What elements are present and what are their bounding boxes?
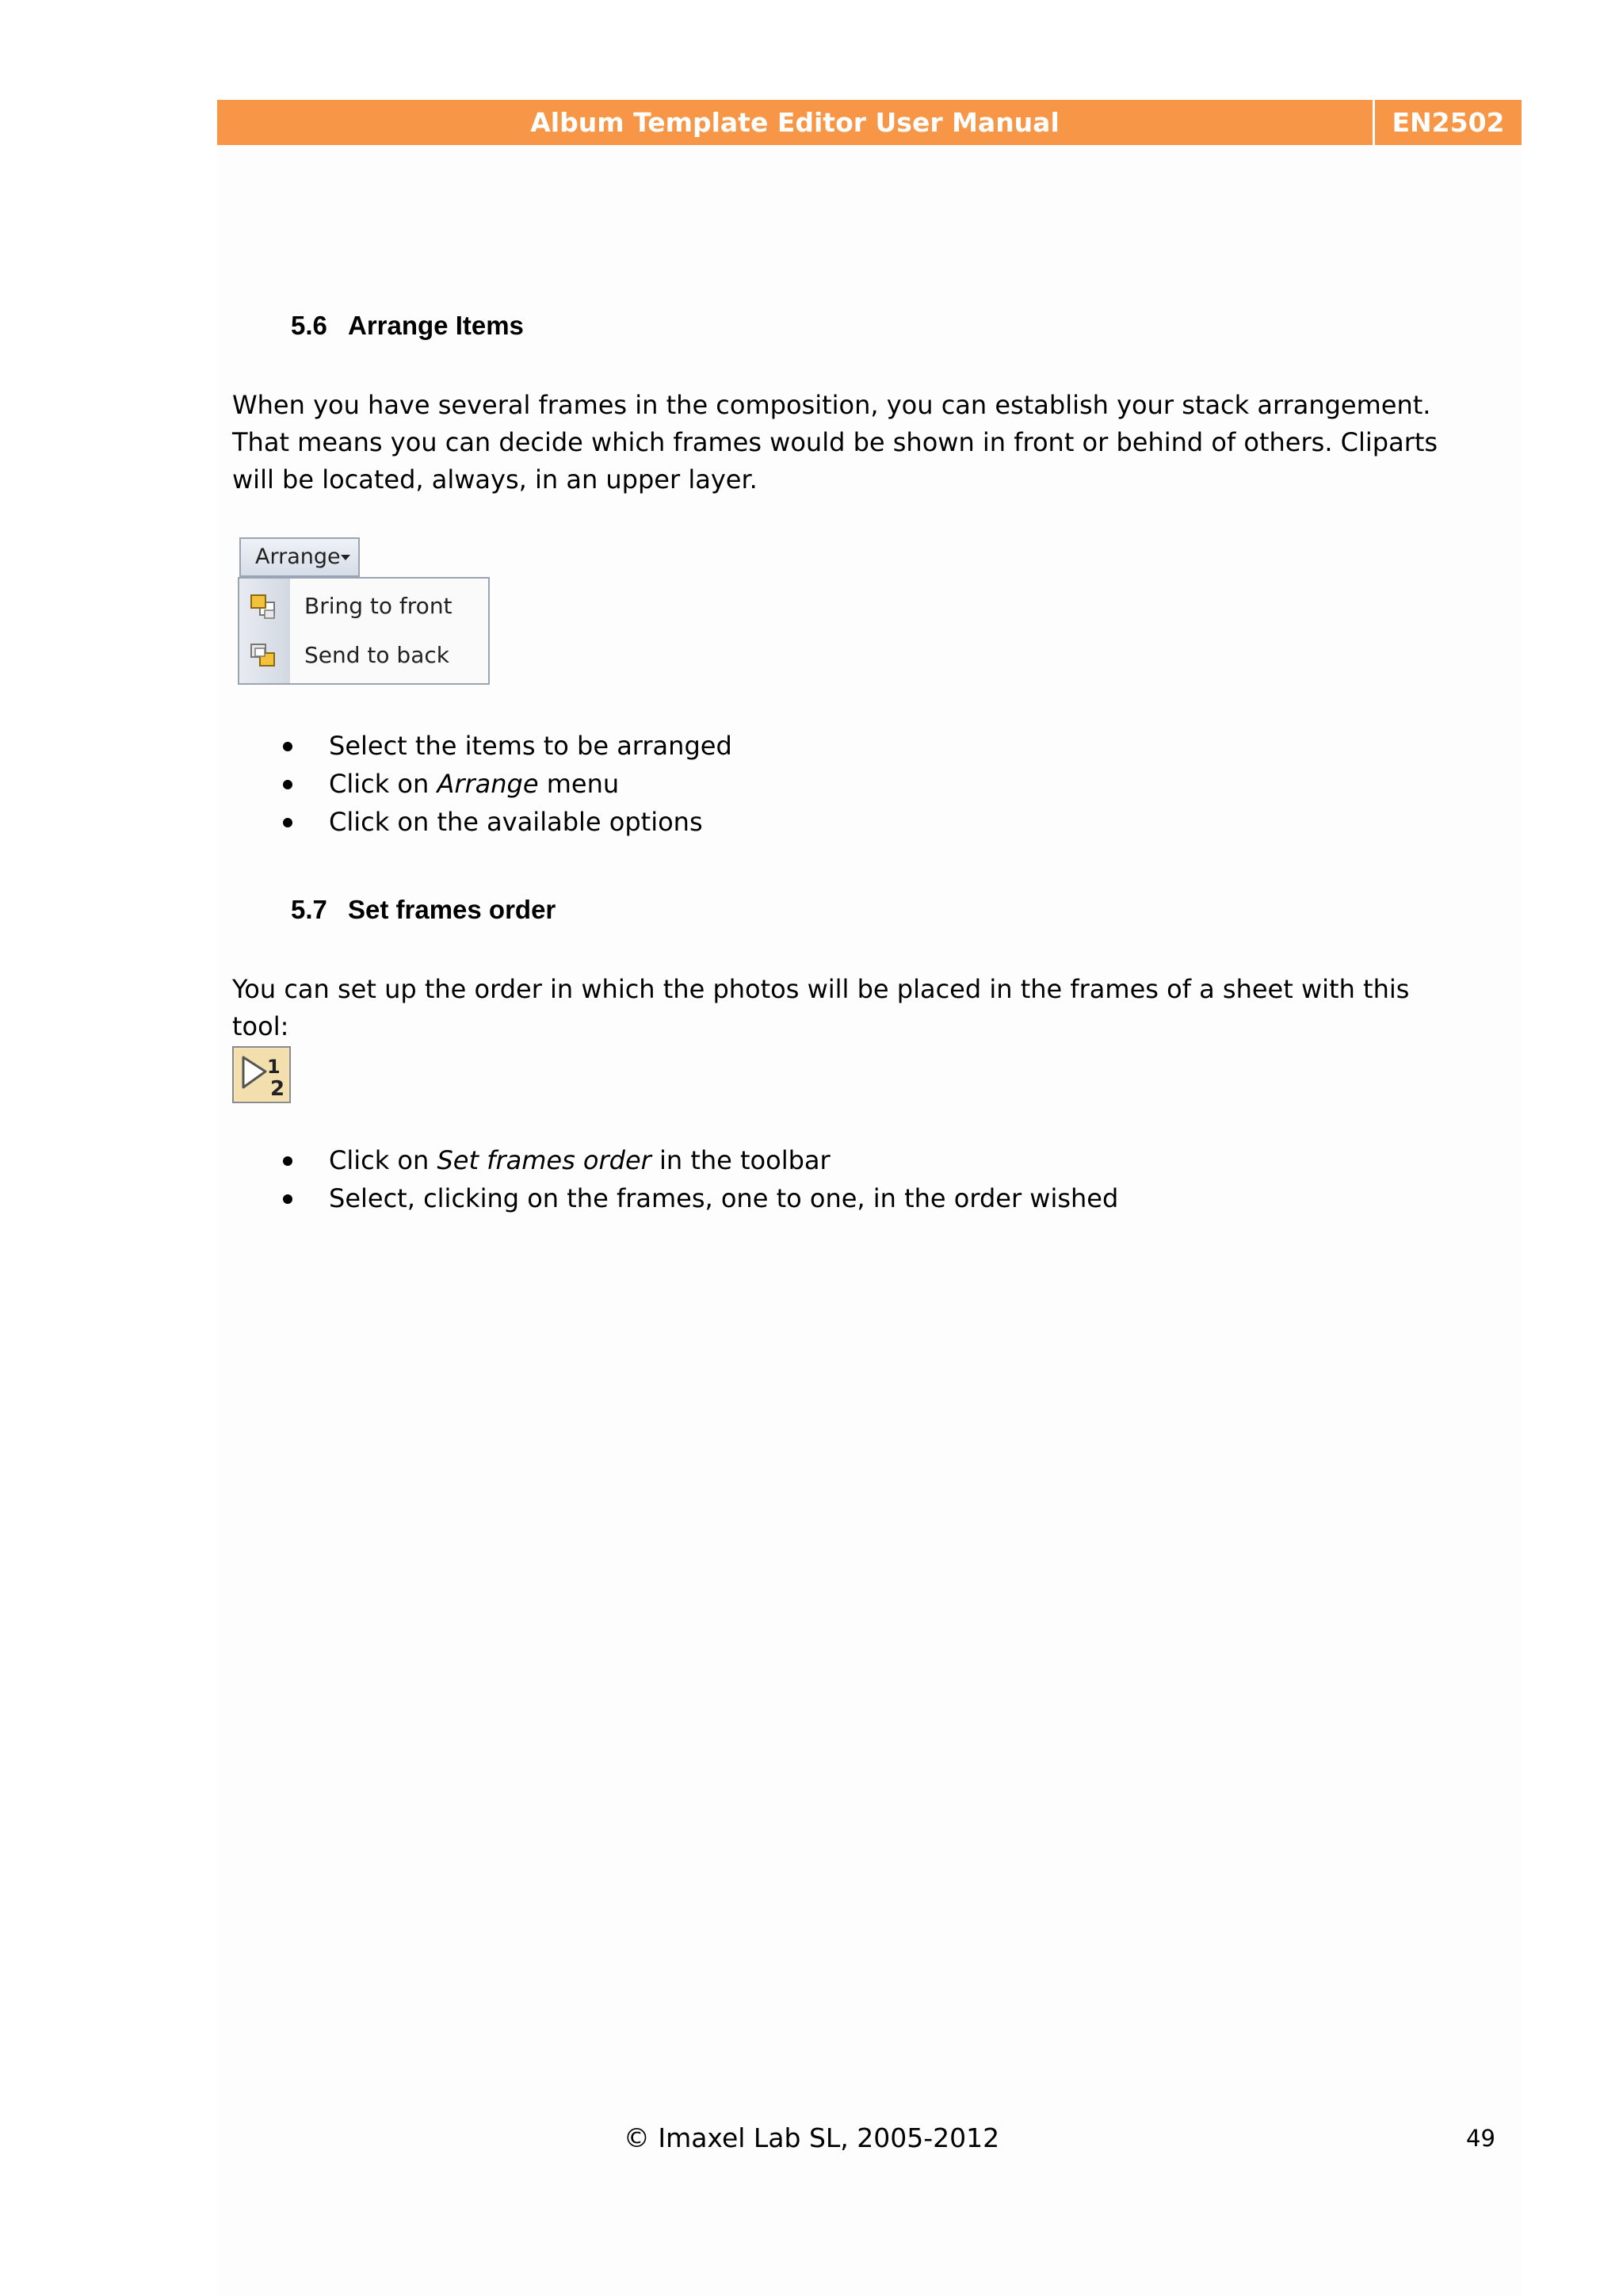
bullet-icon — [283, 780, 292, 789]
set-frames-order-button[interactable] — [232, 1046, 291, 1103]
document-header — [217, 100, 1522, 145]
footer-copyright: © Imaxel Lab SL, 2005-2012 — [623, 2122, 1000, 2153]
svg-text:1: 1 — [267, 1056, 281, 1078]
menu-item-label: Bring to front — [304, 593, 453, 619]
send-to-back-icon — [249, 642, 279, 670]
header-title: Album Template Editor User Manual — [530, 107, 1060, 138]
section-heading-arrange-items — [291, 311, 524, 341]
menu-item-label: Send to back — [304, 642, 449, 668]
bullet-icon — [283, 818, 292, 827]
page-number: 49 — [1466, 2125, 1495, 2152]
list-item: Select, clicking on the frames, one to one, in the order wished — [277, 1179, 1118, 1217]
menu-item-bring-to-front[interactable] — [239, 582, 488, 631]
set-frames-order-paragraph: You can set up the order in which the photos will be placed in the frames of a sheet with this tool: — [232, 974, 1410, 1041]
arrange-items-paragraph: When you have several frames in the composition, you can establish your stack arrangement. That means you can decide which frames would be shown in front or behind of others. Cliparts will be located, always, in an upper layer. — [232, 390, 1438, 495]
arrange-button-label: Arrange — [255, 544, 341, 569]
arrange-menu-screenshot — [238, 537, 491, 686]
arrange-menu-button[interactable] — [239, 537, 360, 577]
bullet-icon — [283, 1156, 292, 1166]
set-frames-order-steps-list — [277, 1141, 1118, 1217]
list-item: Click on the available options — [277, 803, 732, 841]
arrange-steps-list — [277, 727, 732, 841]
arrange-dropdown-panel — [238, 577, 490, 685]
list-item: Click on Arrange menu — [277, 765, 732, 803]
section-heading-set-frames-order — [291, 895, 556, 925]
bring-to-front-icon — [249, 593, 279, 621]
bullet-icon — [283, 742, 292, 751]
dropdown-caret-icon — [341, 555, 350, 560]
section-title: Set frames order — [348, 895, 556, 924]
bullet-icon — [283, 1194, 292, 1204]
section-title: Arrange Items — [348, 311, 524, 340]
list-item: Select the items to be arranged — [277, 727, 732, 765]
section-number: 5.6 — [291, 311, 327, 340]
menu-item-send-to-back[interactable] — [239, 631, 488, 680]
svg-text:2: 2 — [270, 1077, 285, 1101]
set-frames-order-icon — [234, 1048, 289, 1102]
list-item: Click on Set frames order in the toolbar — [277, 1141, 1118, 1179]
header-document-code: EN2502 — [1392, 107, 1505, 138]
section-number: 5.7 — [291, 895, 327, 924]
